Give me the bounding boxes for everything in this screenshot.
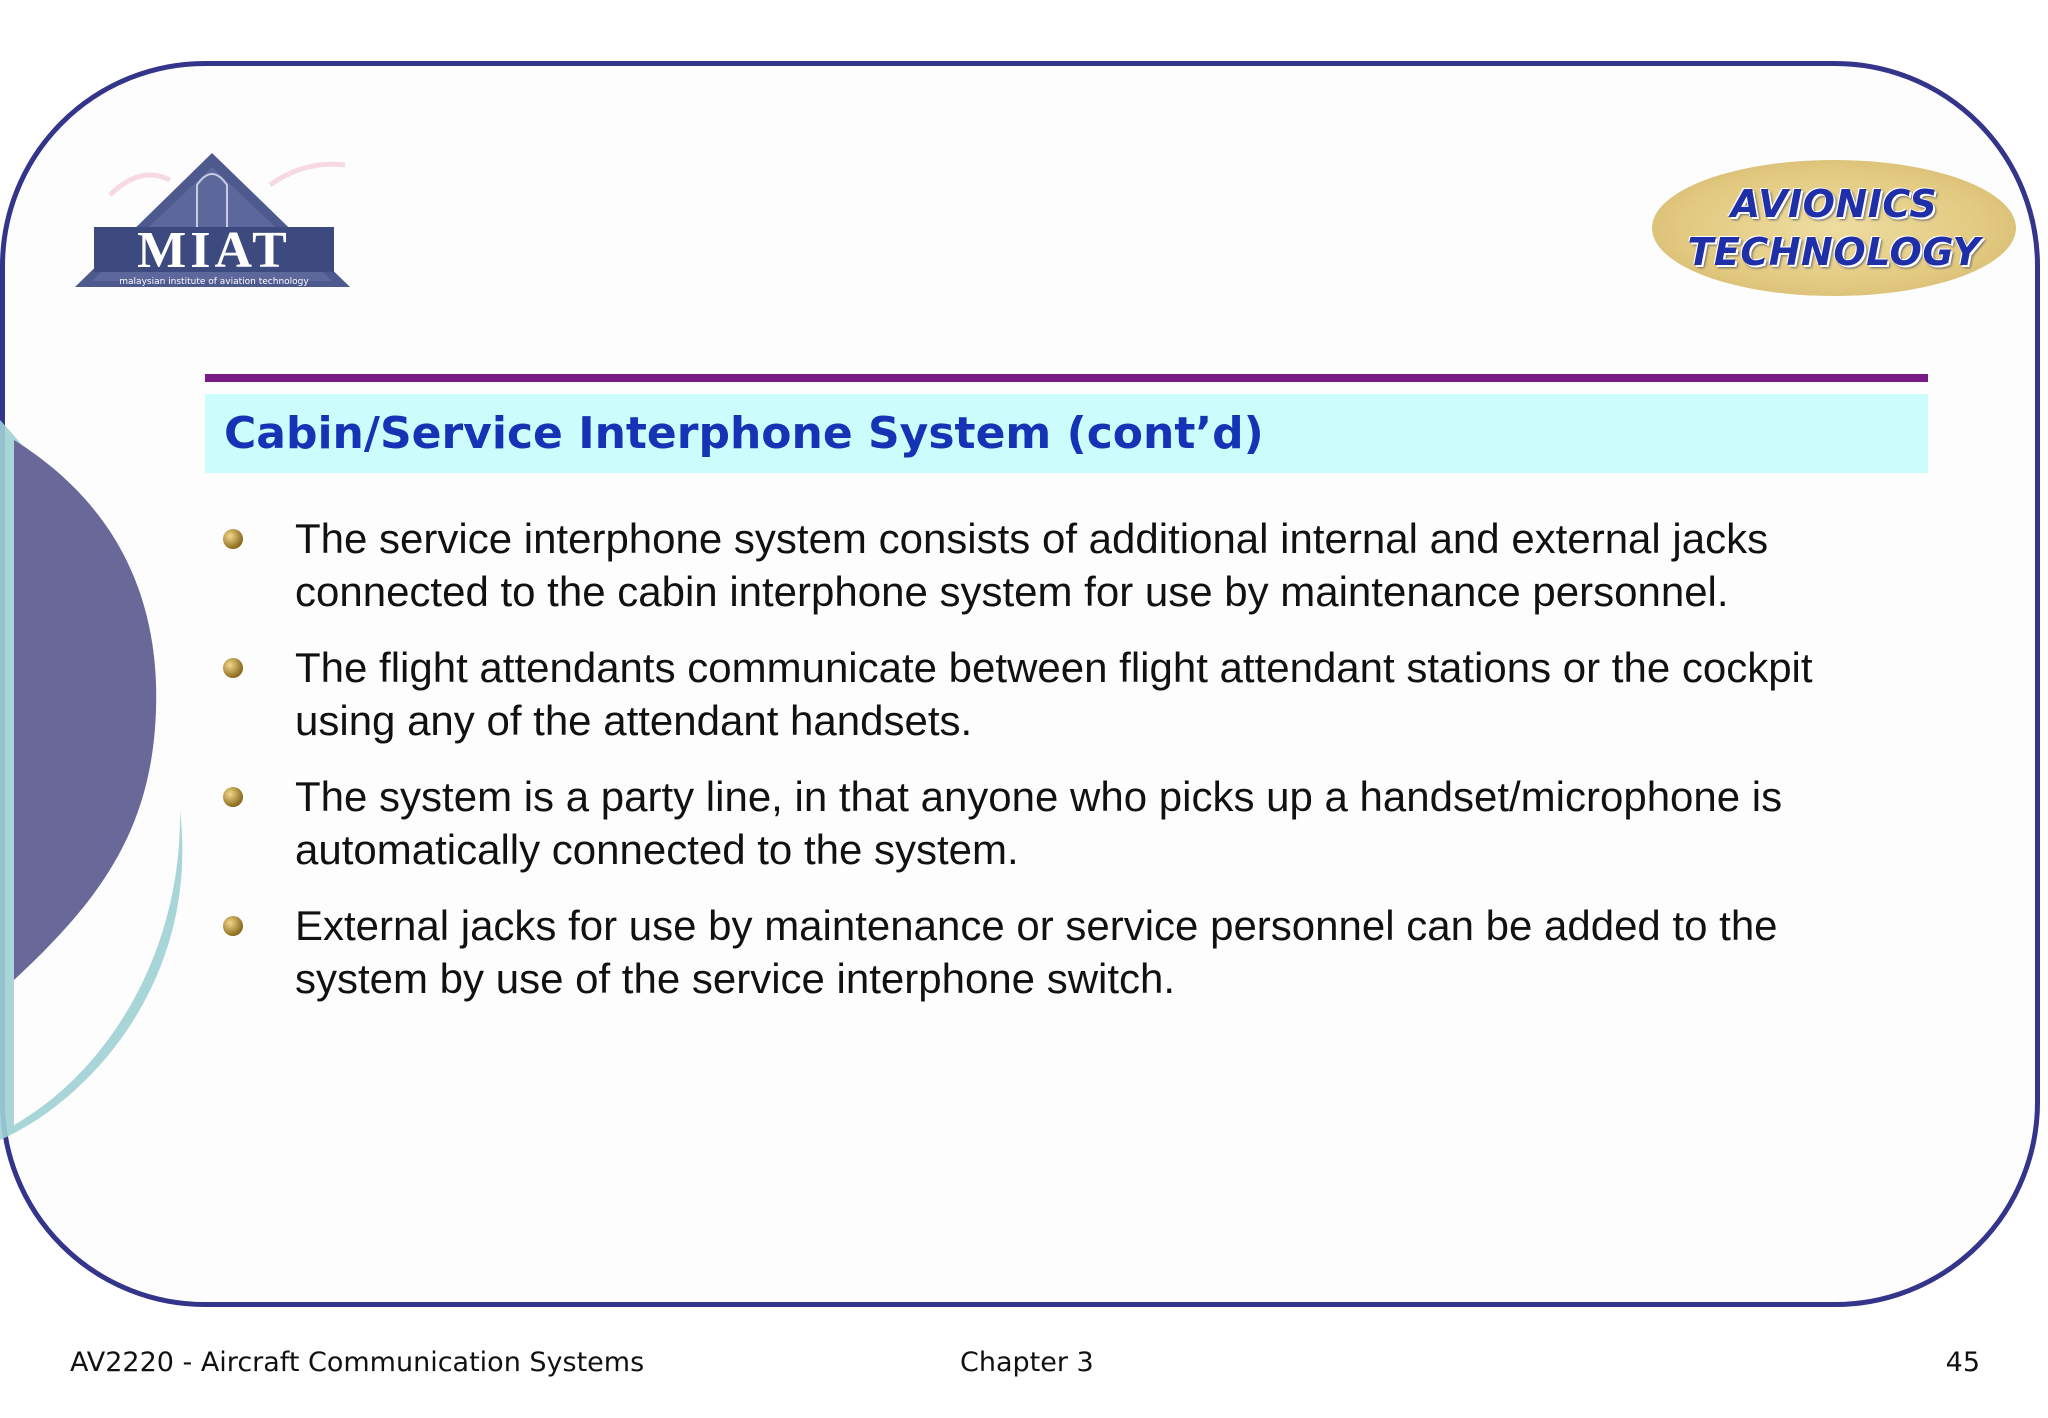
bullet-text: The system is a party line, in that anyone who picks up a handset/microphone is automatically connected to the system.: [295, 773, 1783, 873]
footer-chapter: Chapter 3: [960, 1347, 1094, 1378]
footer-course: AV2220 - Aircraft Communication Systems: [70, 1347, 645, 1378]
bullet-text: External jacks for use by maintenance or service personnel can be added to the system by use of the service interphone switch.: [295, 902, 1778, 1002]
miat-logo: [70, 145, 360, 295]
bullet-icon: [221, 527, 245, 551]
bullet-icon: [221, 785, 245, 809]
badge-line-1: AVIONICS: [1730, 182, 1938, 226]
slide-title: Cabin/Service Interphone System (cont’d): [224, 408, 1264, 459]
bullet-list: [215, 512, 1905, 1028]
badge-line-2: TECHNOLOGY: [1687, 230, 1981, 274]
list-item: [215, 899, 1905, 1005]
avionics-technology-badge: [1652, 160, 2016, 296]
page-number: 45: [1945, 1347, 1980, 1378]
bullet-icon: [221, 656, 245, 680]
bullet-icon: [221, 914, 245, 938]
left-decoration: [0, 420, 200, 1140]
bullet-text: The service interphone system consists of additional internal and external jacks connected to the cabin interphone system for use by maintenance personnel.: [295, 515, 1769, 615]
logo-subtitle: malaysian institute of aviation technology: [119, 277, 309, 287]
list-item: [215, 770, 1905, 876]
logo-wordmark: MIAT: [137, 222, 291, 279]
list-item: [215, 641, 1905, 747]
list-item: [215, 512, 1905, 618]
title-rule: [205, 374, 1928, 382]
bullet-text: The flight attendants communicate between flight attendant stations or the cockpit using any of the attendant handsets.: [295, 644, 1813, 744]
